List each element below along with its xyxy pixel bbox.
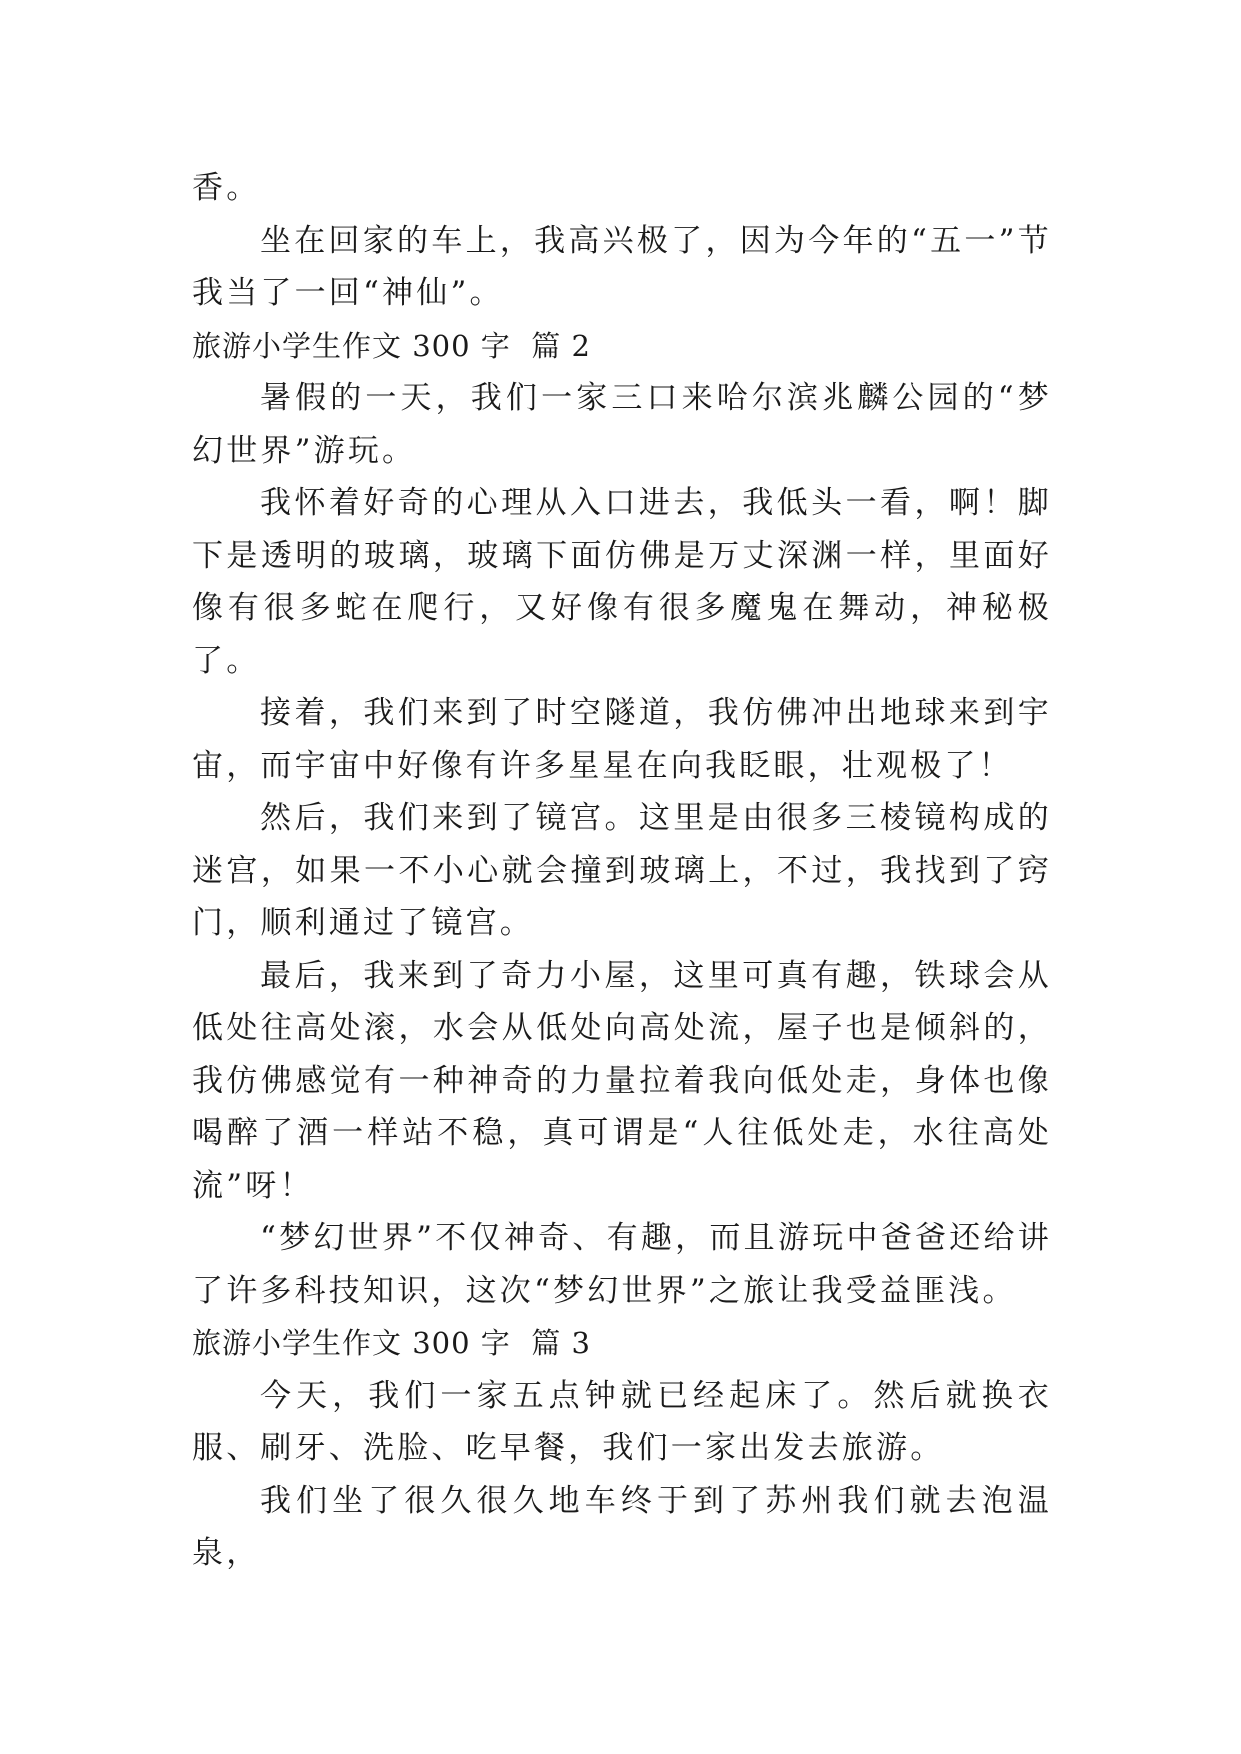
paragraph: 香。 (192, 170, 261, 206)
paragraph: “梦幻世界”不仅神奇、有趣，而且游玩中爸爸还给讲了许多科技知识，这次“梦幻世界”之旅让我受益匪浅。 (192, 1220, 1052, 1309)
paragraph: 坐在回家的车上，我高兴极了，因为今年的“五一”节我当了一回“神仙”。 (192, 222, 1052, 311)
document-body (192, 162, 1052, 1580)
paragraph: 然后，我们来到了镜宫。这里是由很多三棱镜构成的迷宫，如果一不小心就会撞到玻璃上，不过，我找到了窍门，顺利通过了镜宫。 (192, 800, 1052, 941)
paragraph: 最后，我来到了奇力小屋，这里可真有趣，铁球会从低处往高处滚，水会从低处向高处流，屋子也是倾斜的，我仿佛感觉有一种神奇的力量拉着我向低处走，身体也像喝醉了酒一样站不稳，真可谓是“人往低处走，水往高处流”呀！ (192, 957, 1052, 1204)
section-heading: 旅游小学生作文 300 字 篇 2 (192, 328, 591, 363)
section-heading: 旅游小学生作文 300 字 篇 3 (192, 1326, 591, 1360)
paragraph: 接着，我们来到了时空隧道，我仿佛冲出地球来到宇宙，而宇宙中好像有许多星星在向我眨眼，壮观极了！ (192, 695, 1052, 784)
paragraph: 今天，我们一家五点钟就已经起床了。然后就换衣服、刷牙、洗脸、吃早餐，我们一家出发去旅游。 (192, 1377, 1052, 1466)
paragraph: 暑假的一天，我们一家三口来哈尔滨兆麟公园的“梦幻世界”游玩。 (192, 380, 1052, 469)
paragraph: 我们坐了很久很久地车终于到了苏州我们就去泡温泉， (192, 1482, 1052, 1571)
paragraph: 我怀着好奇的心理从入口进去，我低头一看，啊！脚下是透明的玻璃，玻璃下面仿佛是万丈深渊一样，里面好像有很多蛇在爬行，又好像有很多魔鬼在舞动，神秘极了。 (192, 485, 1052, 679)
